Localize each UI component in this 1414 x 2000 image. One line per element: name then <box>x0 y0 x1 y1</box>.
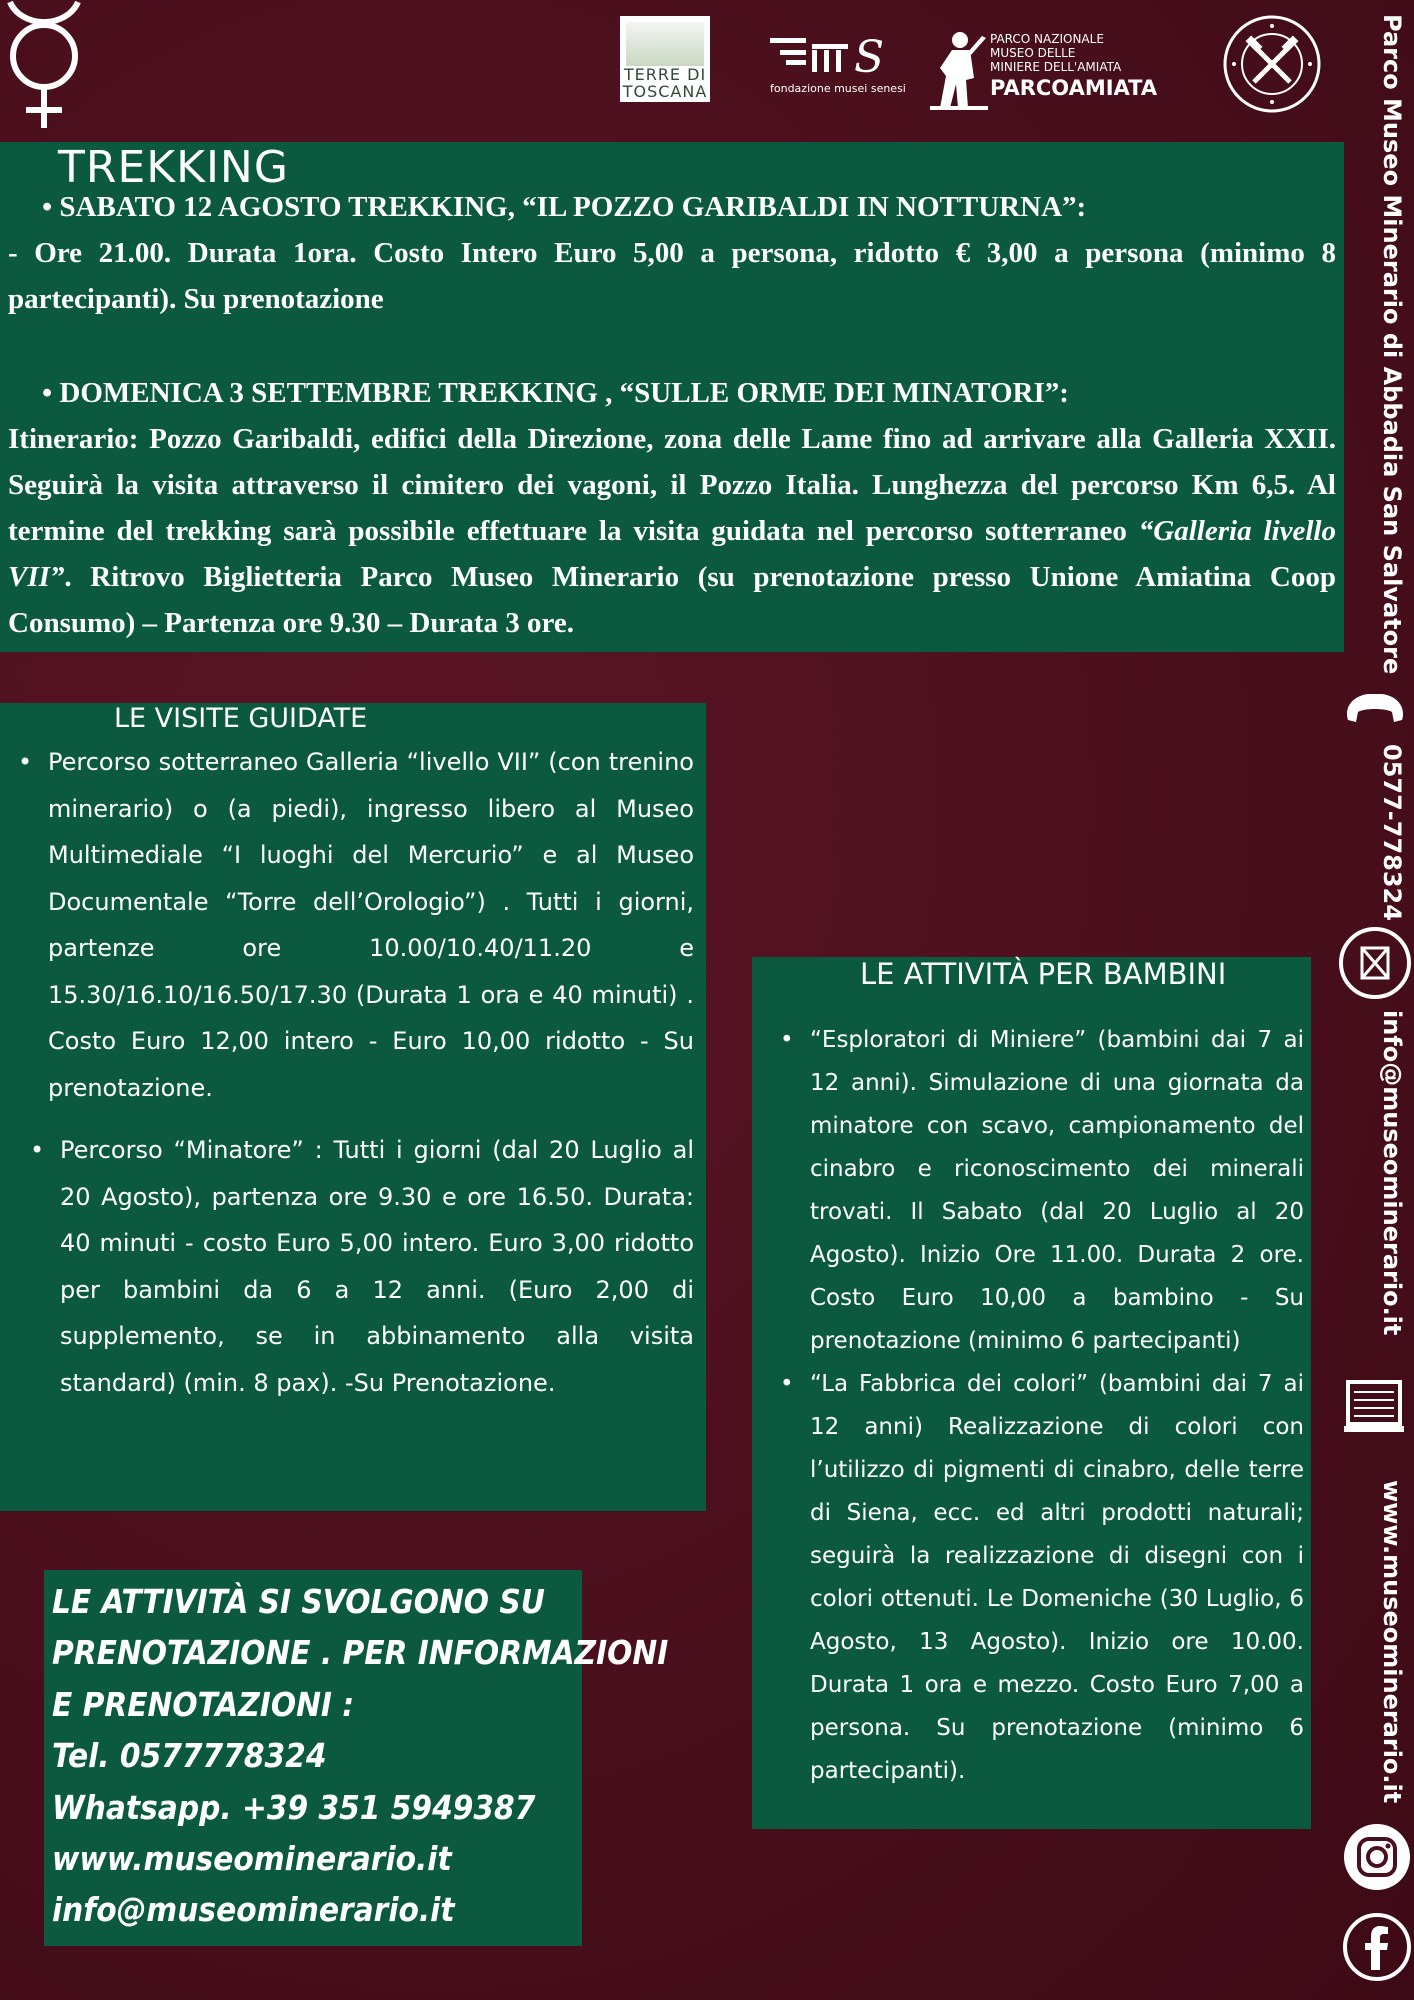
parco-amiata-name: PARCOAMIATA <box>990 76 1158 100</box>
svg-text:S: S <box>854 32 885 80</box>
sidebar-title: Parco Museo Minerario di Abbadia San Salvatore <box>1378 14 1406 675</box>
fondazione-musei-logo <box>768 30 906 100</box>
instagram-icon[interactable] <box>1342 1822 1412 1892</box>
info-line: E PRENOTAZIONI : <box>52 1684 355 1724</box>
fondazione-musei-mark-icon <box>768 30 893 80</box>
list-item: • Percorso “Minatore” : Tutti i giorni (dal 20 Luglio al 20 Agosto), partenza ore 9.30 e ore 16.50. Durata: 40 minuti - costo Euro 5,00 intero. Euro 3,00 ridotto per bambini da 6 a 12 anni. (Euro 2,00 di supplemento, se in abbinamento alla visita standard) (min. 8 pax). -Su Prenotazione. <box>60 1127 694 1406</box>
fondazione-musei-text: fondazione musei senesi <box>770 82 906 95</box>
info-whatsapp[interactable]: Whatsapp. +39 351 5949387 <box>52 1787 536 1827</box>
trekking-item-2-body-part-b: . Ritrovo Biglietteria Parco Museo Minerario (su prenotazione presso Unione Amiatina Coop Consumo) – Partenza ore 9.30 – Durata 3 ore. <box>8 561 1336 639</box>
abbadia-seal-logo <box>1222 14 1322 114</box>
sidebar-phone[interactable]: 0577-778324 <box>1378 744 1406 921</box>
list-item: • “La Fabbrica dei colori” (bambini dai 7 ai 12 anni) Realizzazione di colori con l’utilizzo di pigmenti di cinabro, delle terre di Siena, ecc. ed altri prodotti naturali; seguirà la realizzazione di disegni con i colori ottenuti. Le Domeniche (30 Luglio, 6 Agosto, 13 Agosto). Inizio ore 10.00. Durata 1 ora e mezzo. Costo Euro 7,00 a persona. Su prenotazione (minimo 6 partecipanti). <box>810 1363 1304 1793</box>
info-website-link[interactable]: www.museominerario.it <box>52 1839 452 1879</box>
laptop-icon[interactable] <box>1344 1378 1406 1436</box>
trekking-item-1-heading: • SABATO 12 AGOSTO TREKKING, “IL POZZO GARIBALDI IN NOTTURNA”: <box>42 191 1087 223</box>
trekking-item-2-body-part-a: Itinerario: Pozzo Garibaldi, edifici della Direzione, zona delle Lame fino ad arrivare alla Galleria XXII. Seguirà la visita attraverso il cimitero dei vagoni, il Pozzo Italia. Lunghezza del percorso Km 6,5. Al termine del trekking sarà possibile effettuare la visita guidata nel percorso sotterraneo <box>8 423 1336 547</box>
sidebar-email[interactable]: info@museominerario.it <box>1378 1010 1406 1336</box>
trekking-item-2 <box>8 370 1336 646</box>
info-prenotazioni-text <box>52 1576 669 1936</box>
list-item: • “Esploratori di Miniere” (bambini dai 7 ai 12 anni). Simulazione di una giornata da minatore con scavo, campionamento del cinabro e riconoscimento dei minerali trovati. Il Sabato (dal 20 Luglio al 20 Agosto). Inizio Ore 11.00. Durata 2 ore. Costo Euro 10,00 a bambino - Su prenotazione (minimo 6 partecipanti) <box>810 1019 1304 1363</box>
trekking-title: TREKKING <box>58 142 289 193</box>
attivita-bambini-panel <box>752 957 1311 1829</box>
trekking-item-1-body: - Ore 21.00. Durata 1ora. Costo Intero Euro 5,00 a persona, ridotto € 3,00 a persona (minimo 8 partecipanti). Su prenotazione <box>8 237 1336 315</box>
info-line: LE ATTIVITÀ SI SVOLGONO SU <box>52 1582 545 1621</box>
parco-amiata-small-text: PARCO NAZIONALE MUSEO DELLE MINIERE DELL'AMIATA <box>990 32 1122 74</box>
list-item: • Percorso sotterraneo Galleria “livello VII” (con trenino minerario) o (a piedi), ingresso libero al Museo Multimediale “I luoghi del Mercurio” e al Museo Documentale “Torre dell’Orologio”) . Tutti i giorni, partenze ore 10.00/10.40/11.20 e 15.30/16.10/16.50/17.30 (Durata 1 ora e 40 minuti) . Costo Euro 12,00 intero - Euro 10,00 ridotto - Su prenotazione. <box>48 739 694 1111</box>
mail-icon[interactable] <box>1338 926 1412 1000</box>
mercury-symbol-icon <box>4 0 84 130</box>
terre-di-toscana-logo <box>620 16 710 102</box>
trekking-item-2-heading: • DOMENICA 3 SETTEMBRE TREKKING , “SULLE ORME DEI MINATORI”: <box>42 377 1069 409</box>
facebook-icon[interactable] <box>1342 1912 1412 1982</box>
parco-amiata-logo <box>930 28 1170 113</box>
trekking-panel <box>0 142 1344 652</box>
info-prenotazioni-panel <box>44 1570 669 1946</box>
trekking-item-2-body-italic: “Galleria livello VII” <box>8 515 1336 593</box>
attivita-bambini-title: LE ATTIVITÀ PER BAMBINI <box>860 957 1227 991</box>
info-email-link[interactable]: info@museominerario.it <box>52 1890 455 1930</box>
visite-guidate-panel <box>0 703 706 1511</box>
visite-guidate-list <box>0 739 694 1406</box>
sidebar-website[interactable]: www.museominerario.it <box>1378 1480 1406 1804</box>
phone-icon[interactable] <box>1342 690 1408 730</box>
miner-silhouette-icon <box>930 28 988 113</box>
info-line: PRENOTAZIONE . PER INFORMAZIONI <box>52 1633 669 1673</box>
trekking-item-2-body <box>8 416 1336 646</box>
info-phone[interactable]: Tel. 0577778324 <box>52 1736 327 1776</box>
attivita-bambini-list <box>810 1019 1304 1793</box>
visite-guidate-title: LE VISITE GUIDATE <box>114 703 368 734</box>
terre-di-toscana-text: TERRE DI TOSCANA <box>622 65 708 101</box>
trekking-item-1 <box>8 184 1336 322</box>
